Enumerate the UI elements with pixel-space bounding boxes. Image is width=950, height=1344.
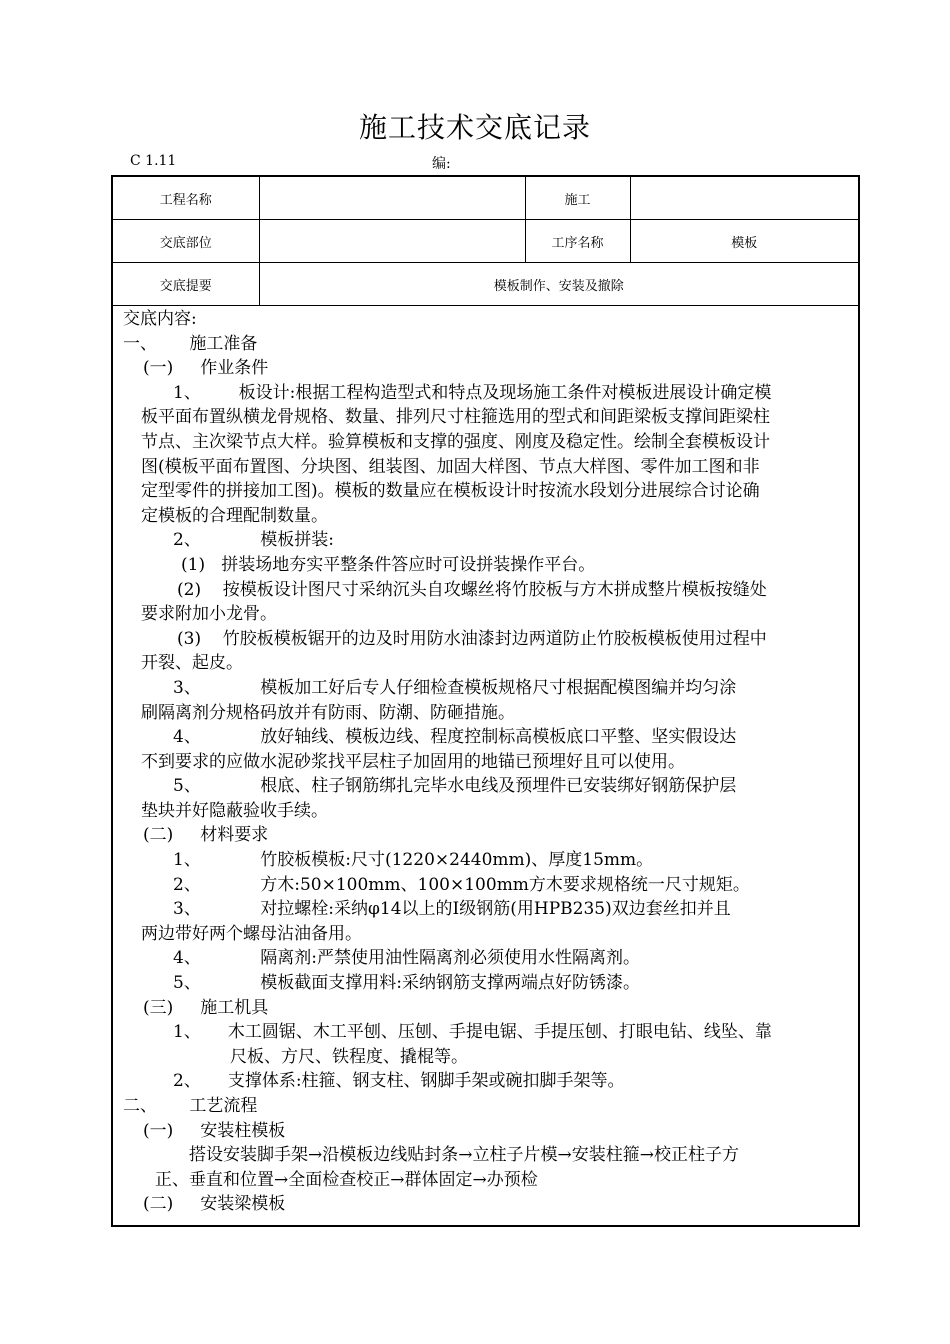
content-line: (一) 安装柱模板 bbox=[143, 1120, 286, 1141]
content-line: (2) 按模板设计图尺寸采纳沉头自攻螺丝将竹胶板与方木拼成整片模板按缝处 bbox=[177, 579, 767, 600]
content-line: 4、 放好轴线、模板边线、程度控制标高模板底口平整、坚实假设达 bbox=[173, 727, 737, 748]
content-line: 5、 模板截面支撑用料:采纳钢筋支撑两端点好防锈漆。 bbox=[173, 973, 640, 994]
construction-value bbox=[630, 177, 858, 220]
content-line: 要求附加小龙骨。 bbox=[141, 604, 277, 625]
content-line: 4、 隔离剂:严禁使用油性隔离剂必须使用水性隔离剂。 bbox=[173, 948, 640, 969]
content-line: 正、垂直和位置→全面检查校正→群体固定→办预检 bbox=[155, 1169, 538, 1190]
content-line: (1) 拼装场地夯实平整条件答应时可设拼装操作平台。 bbox=[181, 554, 596, 575]
content-line: 板平面布置纵横龙骨规格、数量、排列尺寸柱箍选用的型式和间距梁板支撑间距梁柱 bbox=[141, 407, 770, 428]
briefing-content bbox=[113, 307, 858, 1217]
content-line: (3) 竹胶板模板锯开的边及时用防水油漆封边两道防止竹胶板模板使用过程中 bbox=[177, 628, 767, 649]
content-line: (二) 安装梁模板 bbox=[143, 1194, 286, 1215]
document-title: 施工技术交底记录 bbox=[358, 111, 591, 144]
number-label: 编: bbox=[432, 156, 451, 172]
content-line: 尺板、方尺、铁程度、撬棍等。 bbox=[230, 1046, 468, 1067]
content-line: 2、 模板拼装: bbox=[173, 530, 334, 551]
content-line: 节点、主次梁节点大样。验算模板和支撑的强度、刚度及稳定性。绘制全套模板设计 bbox=[141, 431, 770, 452]
info-table bbox=[113, 177, 858, 306]
content-line: 1、 竹胶板模板:尺寸(1220×2440mm)、厚度15mm。 bbox=[173, 850, 654, 871]
content-line: 定模板的合理配制数量。 bbox=[141, 505, 328, 526]
content-line: 两边带好两个螺母沾油备用。 bbox=[141, 923, 362, 944]
content-line: 一、 施工准备 bbox=[123, 333, 258, 354]
content-line: (一) 作业条件 bbox=[143, 358, 269, 379]
location-value bbox=[259, 220, 525, 263]
content-line: 垫块并好隐蔽验收手续。 bbox=[141, 800, 328, 821]
content-line: (三) 施工机具 bbox=[143, 997, 269, 1018]
project-name-label: 工程名称 bbox=[113, 177, 259, 220]
content-line: 二、 工艺流程 bbox=[123, 1096, 258, 1116]
content-line: 3、 模板加工好后专人仔细检查模板规格尺寸根据配模图编并均匀涂 bbox=[173, 677, 737, 698]
info-row-location bbox=[113, 220, 858, 263]
process-name-value: 模板 bbox=[630, 220, 858, 263]
content-line: 2、 支撑体系:柱箍、钢支柱、钢脚手架或碗扣脚手架等。 bbox=[173, 1071, 625, 1092]
content-line: 3、 对拉螺栓:采纳φ14以上的Ⅰ级钢筋(用HPB235)双边套丝扣并且 bbox=[173, 899, 731, 920]
summary-value: 模板制作、安装及撤除 bbox=[259, 263, 858, 306]
content-line: 2、 方木:50×100mm、100×100mm方木要求规格统一尺寸规矩。 bbox=[173, 874, 750, 895]
record-form bbox=[111, 175, 860, 1227]
content-line: (二) 材料要求 bbox=[143, 825, 269, 846]
content-line: 交底内容: bbox=[123, 309, 197, 329]
content-line: 刷隔离剂分规格码放并有防雨、防潮、防砸措施。 bbox=[141, 702, 515, 723]
content-line: 1、 木工圆锯、木工平刨、压刨、手提电锯、手提压刨、打眼电钻、线坠、靠 bbox=[173, 1022, 772, 1043]
form-code: C 1.11 bbox=[130, 153, 177, 169]
content-line: 1、 板设计:根据工程构造型式和特点及现场施工条件对模板进展设计确定模 bbox=[173, 382, 772, 403]
process-name-label: 工序名称 bbox=[525, 220, 630, 263]
project-name-value bbox=[259, 177, 525, 220]
summary-label: 交底提要 bbox=[113, 263, 259, 306]
content-line: 定型零件的拼接加工图)。模板的数量应在模板设计时按流水段划分进展综合讨论确 bbox=[141, 481, 760, 502]
info-row-project bbox=[113, 177, 858, 220]
content-line: 搭设安装脚手架→沿模板边线贴封条→立柱子片模→安装柱箍→校正柱子方 bbox=[189, 1145, 739, 1166]
content-line: 5、 根底、柱子钢筋绑扎完毕水电线及预埋件已安装绑好钢筋保护层 bbox=[173, 776, 737, 797]
location-label: 交底部位 bbox=[113, 220, 259, 263]
content-line: 不到要求的应做水泥砂浆找平层柱子加固用的地锚已预埋好且可以使用。 bbox=[141, 751, 685, 772]
content-line: 开裂、起皮。 bbox=[141, 653, 243, 674]
content-line: 图(模板平面布置图、分块图、组装图、加固大样图、节点大样图、零件加工图和非 bbox=[141, 456, 760, 477]
info-row-summary bbox=[113, 263, 858, 306]
construction-label: 施工 bbox=[525, 177, 630, 220]
